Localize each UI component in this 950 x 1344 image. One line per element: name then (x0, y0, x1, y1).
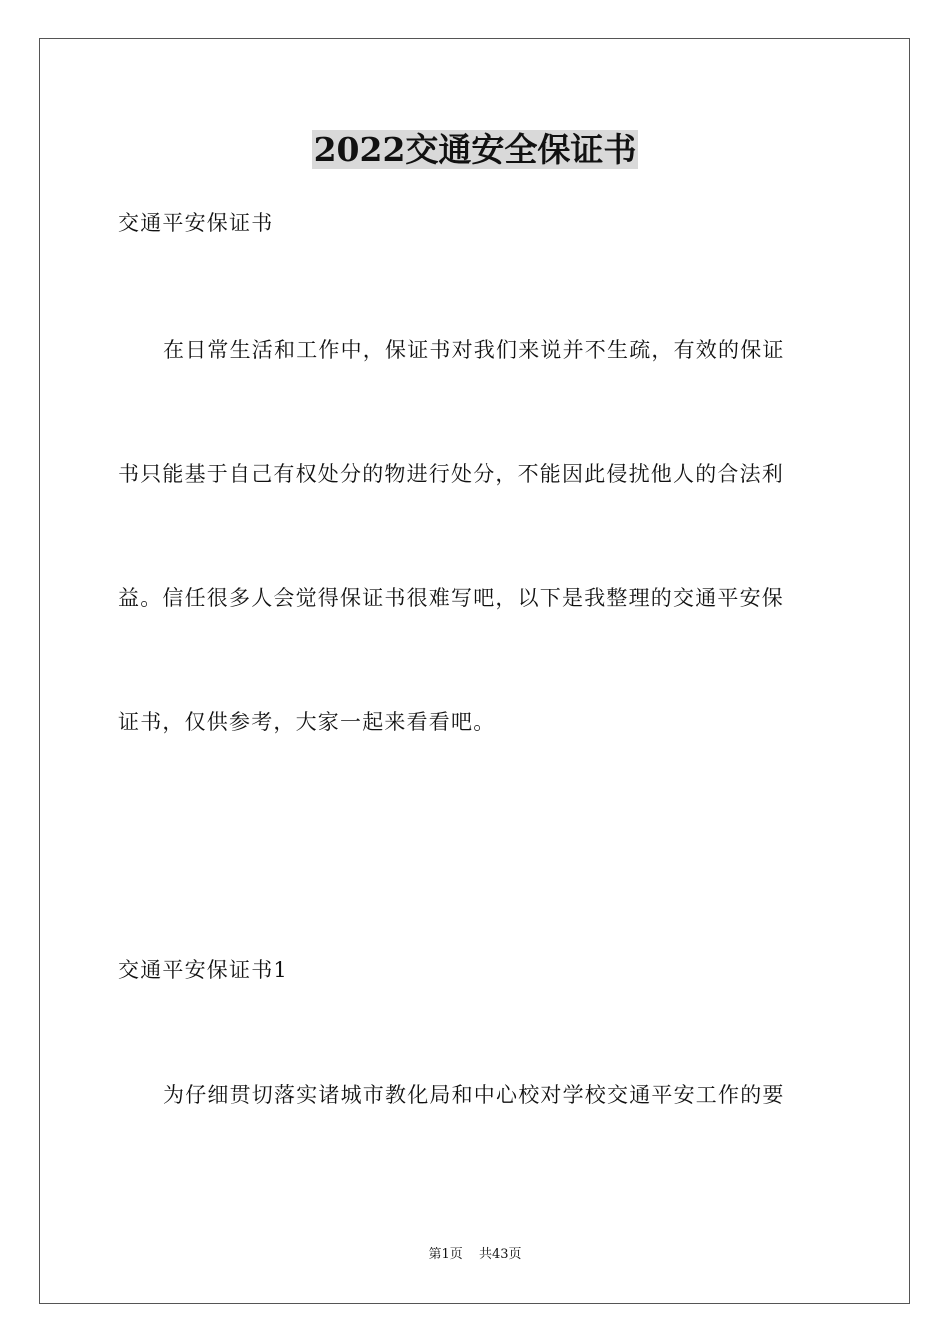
page-total: 共43页 (478, 1247, 522, 1262)
intro-line-4: 证书，仅供参考，大家一起来看看吧。 (118, 710, 496, 734)
body-line-1: 为仔细贯切落实诸城市教化局和中心校对学校交通平安工作的要 (163, 1083, 785, 1107)
intro-line-1: 在日常生活和工作中，保证书对我们来说并不生疏，有效的保证 (163, 338, 785, 362)
page-number: 第1页 (428, 1247, 463, 1262)
page-footer (0, 1246, 950, 1264)
section-subheading: 交通平安保证书1 (118, 958, 288, 982)
intro-line-2: 书只能基于自己有权处分的物进行处分，不能因此侵扰他人的合法利 (118, 462, 784, 486)
document-title: 2022交通安全保证书 (313, 130, 637, 169)
section-heading: 交通平安保证书 (118, 211, 274, 235)
intro-line-3: 益。信任很多人会觉得保证书很难写吧，以下是我整理的交通平安保 (118, 586, 784, 610)
